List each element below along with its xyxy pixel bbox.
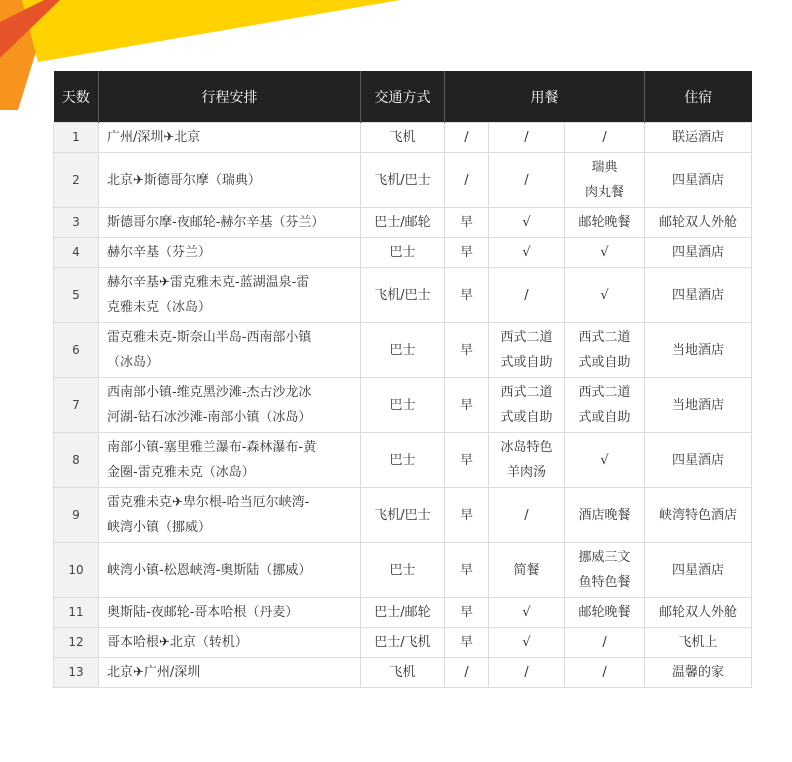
day-cell: 10 [54,543,99,598]
day-cell: 6 [54,323,99,378]
table-row [54,598,752,628]
lunch-cell: 冰岛特色 羊肉汤 [489,433,565,488]
breakfast-cell: 早 [445,598,489,628]
hotel-cell: 飞机上 [645,628,752,658]
breakfast-cell: / [445,658,489,688]
day-cell: 13 [54,658,99,688]
hotel-cell: 四星酒店 [645,543,752,598]
itinerary-table [53,71,752,688]
hotel-cell: 峡湾特色酒店 [645,488,752,543]
table-row [54,238,752,268]
hotel-cell: 联运酒店 [645,123,752,153]
dinner-cell: √ [565,433,645,488]
hotel-cell: 邮轮双人外舱 [645,208,752,238]
transport-cell: 巴士 [361,543,445,598]
lunch-cell: / [489,153,565,208]
yellow-stripe [22,0,400,62]
transport-cell: 飞机/巴士 [361,153,445,208]
table-row [54,153,752,208]
transport-cell: 飞机/巴士 [361,268,445,323]
day-cell: 11 [54,598,99,628]
transport-cell: 飞机 [361,658,445,688]
dinner-cell: 挪威三文 鱼特色餐 [565,543,645,598]
lunch-cell: 西式二道 式或自助 [489,323,565,378]
hotel-cell: 四星酒店 [645,153,752,208]
route-cell: 北京✈广州/深圳 [99,658,361,688]
dinner-cell: / [565,123,645,153]
transport-cell: 飞机/巴士 [361,488,445,543]
route-cell: 哥本哈根✈北京（转机） [99,628,361,658]
lunch-cell: √ [489,238,565,268]
hotel-cell: 四星酒店 [645,433,752,488]
header-day: 天数 [54,71,99,123]
table-row [54,658,752,688]
hotel-cell: 邮轮双人外舱 [645,598,752,628]
lunch-cell: / [489,268,565,323]
dinner-cell: 邮轮晚餐 [565,598,645,628]
transport-cell: 巴士 [361,378,445,433]
breakfast-cell: 早 [445,433,489,488]
hotel-cell: 当地酒店 [645,323,752,378]
breakfast-cell: 早 [445,208,489,238]
day-cell: 1 [54,123,99,153]
route-cell: 雷克雅未克✈卑尔根-哈当厄尔峡湾- 峡湾小镇（挪威） [99,488,361,543]
hotel-cell: 温馨的家 [645,658,752,688]
header-meals: 用餐 [445,71,645,123]
dinner-cell: 西式二道 式或自助 [565,378,645,433]
transport-cell: 巴士 [361,433,445,488]
table-row [54,208,752,238]
header-transport: 交通方式 [361,71,445,123]
table-row [54,628,752,658]
day-cell: 9 [54,488,99,543]
route-cell: 赫尔辛基（芬兰） [99,238,361,268]
itinerary-body [54,123,752,688]
lunch-cell: / [489,123,565,153]
transport-cell: 巴士 [361,323,445,378]
transport-cell: 巴士/邮轮 [361,208,445,238]
route-cell: 奥斯陆-夜邮轮-哥本哈根（丹麦） [99,598,361,628]
table-row [54,488,752,543]
dinner-cell: 西式二道 式或自助 [565,323,645,378]
route-cell: 赫尔辛基✈雷克雅未克-蓝湖温泉-雷 克雅未克（冰岛） [99,268,361,323]
dinner-cell: 邮轮晚餐 [565,208,645,238]
transport-cell: 飞机 [361,123,445,153]
hotel-cell: 四星酒店 [645,268,752,323]
day-cell: 4 [54,238,99,268]
route-cell: 斯德哥尔摩-夜邮轮-赫尔辛基（芬兰） [99,208,361,238]
dinner-cell: / [565,628,645,658]
lunch-cell: 简餐 [489,543,565,598]
route-cell: 广州/深圳✈北京 [99,123,361,153]
header-hotel: 住宿 [645,71,752,123]
dinner-cell: √ [565,268,645,323]
breakfast-cell: 早 [445,488,489,543]
lunch-cell: √ [489,628,565,658]
transport-cell: 巴士 [361,238,445,268]
route-cell: 南部小镇-塞里雅兰瀑布-森林瀑布-黄 金圈-雷克雅未克（冰岛） [99,433,361,488]
lunch-cell: √ [489,208,565,238]
breakfast-cell: 早 [445,238,489,268]
dinner-cell: / [565,658,645,688]
breakfast-cell: 早 [445,543,489,598]
day-cell: 12 [54,628,99,658]
breakfast-cell: 早 [445,628,489,658]
table-row [54,323,752,378]
table-row [54,123,752,153]
header-route: 行程安排 [99,71,361,123]
day-cell: 7 [54,378,99,433]
day-cell: 8 [54,433,99,488]
route-cell: 峡湾小镇-松恩峡湾-奥斯陆（挪威） [99,543,361,598]
route-cell: 西南部小镇-维克黑沙滩-杰古沙龙冰 河湖-钻石冰沙滩-南部小镇（冰岛） [99,378,361,433]
breakfast-cell: 早 [445,378,489,433]
route-cell: 雷克雅未克-斯奈山半岛-西南部小镇 （冰岛） [99,323,361,378]
breakfast-cell: / [445,153,489,208]
table-row [54,433,752,488]
table-header-row [54,71,752,123]
day-cell: 2 [54,153,99,208]
lunch-cell: / [489,658,565,688]
breakfast-cell: 早 [445,323,489,378]
breakfast-cell: / [445,123,489,153]
dinner-cell: √ [565,238,645,268]
table-row [54,543,752,598]
breakfast-cell: 早 [445,268,489,323]
hotel-cell: 四星酒店 [645,238,752,268]
day-cell: 3 [54,208,99,238]
day-cell: 5 [54,268,99,323]
lunch-cell: √ [489,598,565,628]
table-row [54,378,752,433]
lunch-cell: / [489,488,565,543]
route-cell: 北京✈斯德哥尔摩（瑞典） [99,153,361,208]
hotel-cell: 当地酒店 [645,378,752,433]
table-row [54,268,752,323]
dinner-cell: 酒店晚餐 [565,488,645,543]
lunch-cell: 西式二道 式或自助 [489,378,565,433]
transport-cell: 巴士/飞机 [361,628,445,658]
dinner-cell: 瑞典 肉丸餐 [565,153,645,208]
transport-cell: 巴士/邮轮 [361,598,445,628]
